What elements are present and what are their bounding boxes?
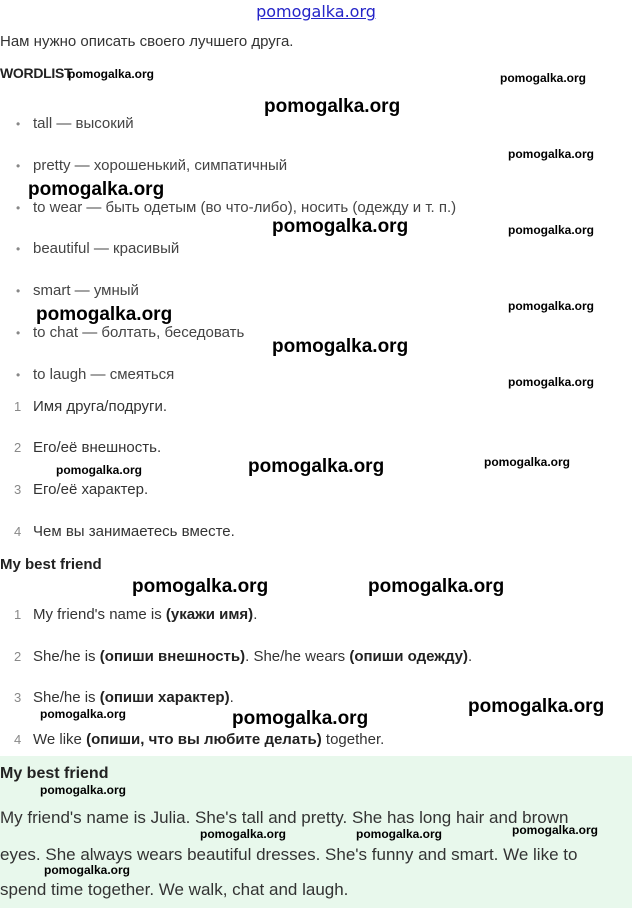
plan-text: Его/её внешность. — [33, 439, 162, 456]
answer-heading: My best friend — [0, 765, 109, 782]
watermark: pomogalka.org — [508, 299, 595, 313]
plan-number: 2 — [14, 440, 22, 455]
watermark: pomogalka.org — [44, 863, 131, 877]
wordlist-item — [16, 115, 134, 132]
template-text: . — [253, 606, 258, 623]
bullet-icon: • — [16, 284, 21, 298]
template-hint: (укажи имя) — [165, 606, 254, 623]
template-text: . She/he wears — [245, 648, 350, 665]
bullet-icon: • — [16, 242, 21, 256]
watermark: pomogalka.org — [56, 463, 143, 477]
wordlist-item-text: tall — высокий — [33, 115, 134, 132]
watermark: pomogalka.org — [368, 576, 505, 597]
wordlist-item-text: to laugh — смеяться — [33, 366, 175, 383]
watermark: pomogalka.org — [484, 455, 571, 469]
watermark: pomogalka.org — [248, 456, 385, 477]
wordlist-item-text: to chat — болтать, беседовать — [33, 324, 245, 341]
watermark: pomogalka.org — [232, 708, 369, 729]
wordlist-item-text: to wear — быть одетым (во что-либо), носить (одежду и т. п.) — [33, 199, 457, 216]
watermark: pomogalka.org — [40, 783, 127, 797]
wordlist-item-text: beautiful — красивый — [33, 240, 180, 257]
plan-item — [14, 523, 235, 540]
plan-text: Имя друга/подруги. — [33, 398, 168, 415]
template-hint: (опиши внешность) — [99, 648, 246, 665]
bullet-icon: • — [16, 117, 21, 131]
answer-line: My friend's name is Julia. She's tall and pretty. She has long hair and brown — [0, 808, 569, 827]
bullet-icon: • — [16, 368, 21, 382]
plan-number: 3 — [14, 482, 22, 497]
plan-item — [14, 481, 148, 498]
watermark: pomogalka.org — [272, 336, 409, 357]
watermark: pomogalka.org — [264, 96, 401, 117]
wordlist-item-text: smart — умный — [33, 282, 139, 299]
plan-text: Чем вы занимаетесь вместе. — [33, 523, 235, 540]
template-text: She/he is — [33, 648, 100, 665]
wordlist-item — [16, 366, 174, 383]
template-hint: (опиши одежду) — [349, 648, 468, 665]
plan-item — [14, 439, 161, 456]
wordlist-item — [16, 157, 287, 174]
template-number: 2 — [14, 649, 22, 664]
answer-line: spend time together. We walk, chat and laugh. — [0, 880, 349, 899]
template-heading: My best friend — [0, 556, 102, 573]
watermark: pomogalka.org — [272, 216, 409, 237]
wordlist-title: WORDLIST — [0, 65, 73, 81]
watermark: pomogalka.org — [512, 823, 599, 837]
bullet-icon: • — [16, 159, 21, 173]
watermark: pomogalka.org — [508, 147, 595, 161]
watermark: pomogalka.org — [468, 696, 605, 717]
template-item — [14, 731, 384, 748]
wordlist-item — [16, 324, 244, 341]
wordlist-item — [16, 282, 139, 299]
watermark: pomogalka.org — [500, 71, 587, 85]
wordlist-item-text: pretty — хорошенький, симпатичный — [33, 157, 288, 174]
watermark: pomogalka.org — [40, 707, 127, 721]
watermark: pomogalka.org — [68, 67, 155, 81]
site-link[interactable]: pomogalka.org — [256, 2, 376, 21]
plan-number: 1 — [14, 399, 22, 414]
template-text: My friend's name is — [33, 606, 166, 623]
watermark: pomogalka.org — [356, 827, 443, 841]
wordlist-item — [16, 199, 456, 216]
template-number: 4 — [14, 732, 22, 747]
template-hint: (опиши, что вы любите делать) — [86, 731, 322, 748]
template-number: 1 — [14, 607, 22, 622]
bullet-icon: • — [16, 201, 21, 215]
answer-line: eyes. She always wears beautiful dresses. She's funny and smart. We like to — [0, 845, 578, 864]
template-hint: (опиши характер) — [99, 689, 230, 706]
watermark: pomogalka.org — [508, 223, 595, 237]
template-number: 3 — [14, 690, 22, 705]
template-text: We like — [33, 731, 87, 748]
template-item — [14, 648, 472, 665]
intro-text: Нам нужно описать своего лучшего друга. — [0, 33, 294, 50]
bullet-icon: • — [16, 326, 21, 340]
watermark: pomogalka.org — [36, 304, 173, 325]
template-item — [14, 689, 234, 706]
watermark: pomogalka.org — [508, 375, 595, 389]
template-text: together. — [321, 731, 385, 748]
plan-number: 4 — [14, 524, 22, 539]
watermark: pomogalka.org — [132, 576, 269, 597]
template-item — [14, 606, 257, 623]
watermark: pomogalka.org — [28, 179, 165, 200]
template-text: . — [229, 689, 234, 706]
watermark: pomogalka.org — [200, 827, 287, 841]
template-text: She/he is — [33, 689, 100, 706]
plan-text: Его/её характер. — [33, 481, 149, 498]
template-text: . — [467, 648, 473, 665]
plan-item — [14, 398, 167, 415]
wordlist-item — [16, 240, 179, 257]
